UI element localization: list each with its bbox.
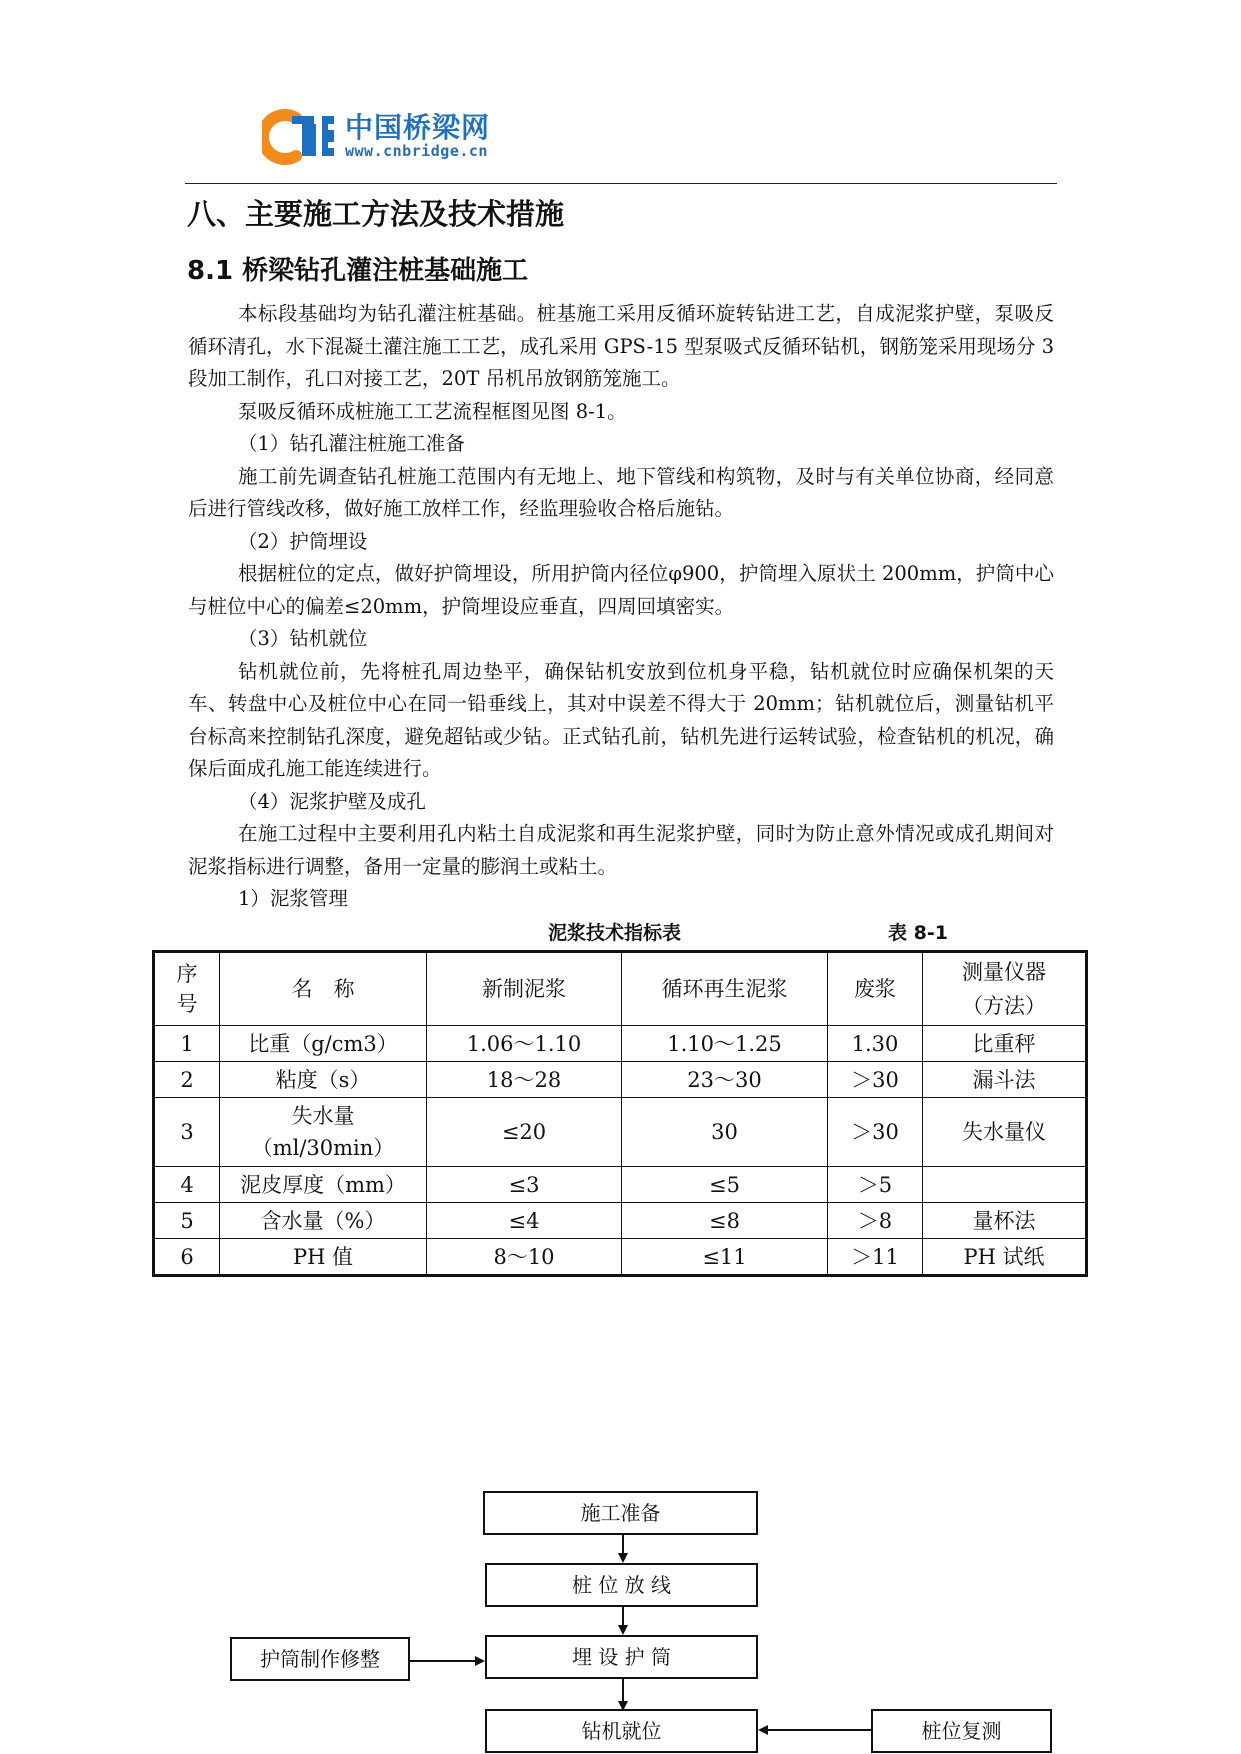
arrow-right-icon bbox=[475, 1656, 485, 1666]
header-new: 新制泥浆 bbox=[427, 952, 622, 1026]
item-heading: （3）钻机就位 bbox=[238, 627, 368, 650]
cell-recycled: ≤11 bbox=[622, 1239, 828, 1276]
cell-recycled: 30 bbox=[622, 1098, 828, 1167]
item-heading: （1）钻孔灌注桩施工准备 bbox=[238, 432, 465, 455]
cell-waste: 1.30 bbox=[828, 1026, 923, 1062]
cell-method bbox=[923, 1167, 1087, 1203]
cell-index: 4 bbox=[154, 1167, 220, 1203]
flow-step-rig-position: 钻机就位 bbox=[485, 1709, 758, 1753]
cell-method: 失水量仪 bbox=[923, 1098, 1087, 1167]
paragraph: 根据桩位的定点，做好护筒埋设，所用护筒内径位φ900，护筒埋入原状土 200mm，护筒中心与桩位中心的偏差≤20mm，护筒埋设应垂直，四周回填密实。 bbox=[188, 562, 1054, 618]
paragraph: 施工前先调查钻孔桩施工范围内有无地上、地下管线和构筑物，及时与有关单位协商，经同意后进行管线改移，做好施工放样工作，经监理验收合格后施钻。 bbox=[188, 464, 1054, 520]
cell-name: 含水量（%） bbox=[220, 1203, 427, 1239]
header-method-line2: （方法） bbox=[962, 994, 1046, 1018]
cell-method: 比重秤 bbox=[923, 1026, 1087, 1062]
cell-method: 漏斗法 bbox=[923, 1062, 1087, 1098]
section-title: 八、主要施工方法及技术措施 bbox=[187, 197, 565, 231]
subsection-title: 8.1 桥梁钻孔灌注桩基础施工 bbox=[187, 256, 529, 286]
flow-connector bbox=[768, 1729, 871, 1731]
flow-step-prepare: 施工准备 bbox=[483, 1491, 758, 1535]
body-text bbox=[188, 298, 1054, 916]
paragraph: 钻机就位前，先将桩孔周边垫平，确保钻机安放到位机身平稳，钻机就位时应确保机架的天车、转盘中心及桩位中心在同一铅垂线上，其对中误差不得大于 20mm；钻机就位后，测量钻机平台标高来控制钻孔深度，避免超钻或少钻。正式钻孔前，钻机先进行运转试验，检查钻机的机况，确保后面成孔施工能连续进行。 bbox=[188, 659, 1054, 780]
table-row bbox=[154, 1203, 1087, 1239]
cell-waste: ＞8 bbox=[828, 1203, 923, 1239]
header-recycled: 循环再生泥浆 bbox=[622, 952, 828, 1026]
cell-waste: ＞30 bbox=[828, 1062, 923, 1098]
logo-url: www.cnbridge.cn bbox=[345, 142, 488, 160]
arrow-down-icon bbox=[618, 1625, 628, 1635]
table-header-row bbox=[154, 952, 1087, 1026]
cell-name: 粘度（s） bbox=[220, 1062, 427, 1098]
cell-new: 18～28 bbox=[427, 1062, 622, 1098]
cell-method: 量杯法 bbox=[923, 1203, 1087, 1239]
paragraph: 泵吸反循环成桩施工工艺流程框图见图 8-1。 bbox=[238, 399, 627, 423]
table-row bbox=[154, 1026, 1087, 1062]
table-number: 表 8-1 bbox=[888, 922, 948, 944]
cell-name-line1: 失水量 bbox=[291, 1104, 355, 1128]
header-name: 名 称 bbox=[220, 952, 427, 1026]
flow-side-casing-fabrication: 护筒制作修整 bbox=[230, 1637, 410, 1681]
cell-recycled: ≤5 bbox=[622, 1167, 828, 1203]
cell-waste: ＞11 bbox=[828, 1239, 923, 1276]
table-row bbox=[154, 1167, 1087, 1203]
paragraph: 本标段基础均为钻孔灌注桩基础。桩基施工采用反循环旋转钻进工艺，自成泥浆护壁，泵吸反循环清孔，水下混凝土灌注施工工艺，成孔采用 GPS-15 型泵吸式反循环钻机，钢筋笼采用现场分 3 段加工制作，孔口对接工艺，20T 吊机吊放钢筋笼施工。 bbox=[188, 302, 1054, 390]
cell-index: 3 bbox=[154, 1098, 220, 1167]
cell-new: 8～10 bbox=[427, 1239, 622, 1276]
cell-new: 1.06～1.10 bbox=[427, 1026, 622, 1062]
cell-new: ≤3 bbox=[427, 1167, 622, 1203]
cell-waste: ＞30 bbox=[828, 1098, 923, 1167]
cell-waste: ＞5 bbox=[828, 1167, 923, 1203]
cell-index: 2 bbox=[154, 1062, 220, 1098]
arrow-down-icon bbox=[618, 1553, 628, 1563]
table-row bbox=[154, 1062, 1087, 1098]
flow-side-pile-recheck: 桩位复测 bbox=[871, 1709, 1052, 1753]
cell-recycled: 1.10～1.25 bbox=[622, 1026, 828, 1062]
table-caption: 泥浆技术指标表 bbox=[548, 922, 682, 944]
cell-recycled: ≤8 bbox=[622, 1203, 828, 1239]
cell-name bbox=[220, 1098, 427, 1167]
header-divider bbox=[185, 183, 1057, 184]
item-heading: （2）护筒埋设 bbox=[238, 529, 368, 553]
flow-step-pile-layout: 桩 位 放 线 bbox=[485, 1563, 758, 1607]
cell-new: ≤4 bbox=[427, 1203, 622, 1239]
logo-text: 中国桥梁网 bbox=[345, 111, 491, 144]
header-waste: 废浆 bbox=[828, 952, 923, 1026]
cell-method: PH 试纸 bbox=[923, 1239, 1087, 1276]
cell-index: 1 bbox=[154, 1026, 220, 1062]
header-index: 序号 bbox=[154, 952, 220, 1026]
cell-index: 6 bbox=[154, 1239, 220, 1276]
item-heading: 1）泥浆管理 bbox=[238, 887, 348, 910]
cell-new: ≤20 bbox=[427, 1098, 622, 1167]
paragraph: 在施工过程中主要利用孔内粘土自成泥浆和再生泥浆护壁，同时为防止意外情况或成孔期间对泥浆指标进行调整，备用一定量的膨润土或粘土。 bbox=[188, 822, 1054, 878]
table-row bbox=[154, 1098, 1087, 1167]
table-row bbox=[154, 1239, 1087, 1276]
header-method bbox=[923, 952, 1087, 1026]
cell-name-line2: （ml/30min） bbox=[251, 1136, 395, 1160]
mud-spec-table bbox=[152, 950, 1088, 1277]
cell-name: 比重（g/cm3） bbox=[220, 1026, 427, 1062]
flow-step-casing: 埋 设 护 筒 bbox=[485, 1635, 758, 1679]
cell-recycled: 23～30 bbox=[622, 1062, 828, 1098]
cell-name: 泥皮厚度（mm） bbox=[220, 1167, 427, 1203]
item-heading: （4）泥浆护壁及成孔 bbox=[238, 789, 426, 813]
header-method-line1: 测量仪器 bbox=[962, 960, 1046, 984]
cell-name: PH 值 bbox=[220, 1239, 427, 1276]
cell-index: 5 bbox=[154, 1203, 220, 1239]
arrow-left-icon bbox=[758, 1725, 768, 1735]
flow-connector bbox=[410, 1660, 475, 1662]
